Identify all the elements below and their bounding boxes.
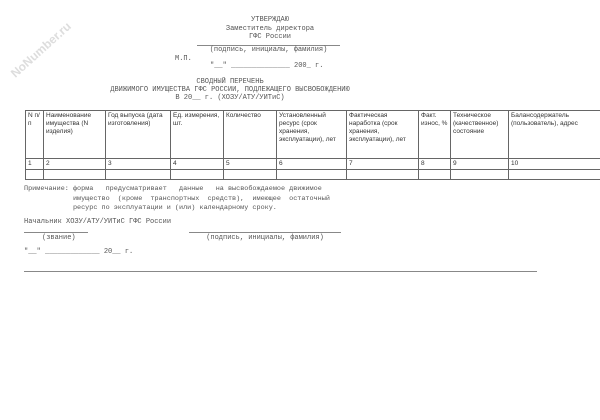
column-header: Год выпуска (дата изготовления) (106, 111, 171, 159)
table-cell (451, 170, 509, 180)
column-header: Факт. износ, % (419, 111, 451, 159)
column-header: N п/п (26, 111, 44, 159)
column-header: Наименование имущества (N изделия) (44, 111, 106, 159)
approval-org: ГФС России (248, 33, 291, 41)
table-row (26, 170, 600, 180)
column-number: 6 (277, 159, 347, 170)
approval-date: "__" ______________ 200_ г. (210, 62, 324, 70)
column-number: 7 (347, 159, 419, 170)
column-number: 9 (451, 159, 509, 170)
column-header: Фактическая наработка (срок хранения, эксплуатации), лет (347, 111, 419, 159)
heading-line1: СВОДНЫЙ ПЕРЕЧЕНЬ (196, 78, 264, 86)
heading-line3: В 20__ г. (ХОЗУ/АТУ/УИТиС) (175, 94, 285, 102)
property-table (25, 110, 600, 180)
approval-position: Заместитель директора (225, 25, 315, 33)
table-cell (44, 170, 106, 180)
table-cell (509, 170, 600, 180)
column-header: Ед. измерения, шт. (171, 111, 224, 159)
table-cell (224, 170, 277, 180)
column-number: 5 (224, 159, 277, 170)
column-number: 1 (26, 159, 44, 170)
number-row (26, 159, 600, 170)
column-header: Установленный ресурс (срок хранения, эксплуатации), лет (277, 111, 347, 159)
rank-caption: (звание) (42, 234, 76, 242)
note-text: форма предусматривает данные на высвобождаемое движимое имущество (кроме транспортных средств), имеющее остаточный ресурс по эксплуатации и (или) календарному сроку. (72, 185, 330, 212)
table-cell (277, 170, 347, 180)
bottom-rule (24, 271, 537, 272)
signature-caption: (подпись, инициалы, фамилия) (209, 46, 328, 54)
column-header: Техническое (качественное) состояние (451, 111, 509, 159)
column-number: 8 (419, 159, 451, 170)
table-cell (347, 170, 419, 180)
table-cell (171, 170, 224, 180)
watermark: NoNumber.ru (8, 19, 74, 81)
signoff-head: Начальник ХОЗУ/АТУ/УИТиС ГФС России (24, 218, 172, 226)
column-number: 2 (44, 159, 106, 170)
signoff-signature-caption: (подпись, инициалы, фамилия) (206, 234, 324, 242)
table-cell (419, 170, 451, 180)
column-number: 4 (171, 159, 224, 170)
table-cell (106, 170, 171, 180)
column-number: 10 (509, 159, 600, 170)
table-cell (26, 170, 44, 180)
column-header: Балансодержатель (пользователь), адрес (509, 111, 600, 159)
signoff-signature-line (189, 232, 341, 233)
note (24, 185, 330, 214)
signoff-date: "__" _____________ 20__ г. (24, 248, 134, 256)
header-row (26, 111, 600, 159)
note-label: Примечание: (24, 185, 69, 193)
column-number: 3 (106, 159, 171, 170)
stamp-label: М.П. (175, 55, 192, 63)
approval-title: УТВЕРЖДАЮ (251, 16, 289, 24)
column-header: Количество (224, 111, 277, 159)
rank-line (24, 232, 88, 233)
heading-line2: ДВИЖИМОГО ИМУЩЕСТВА ГФС РОССИИ, ПОДЛЕЖАЩЕГО ВЫСВОБОЖДЕНИЮ (110, 86, 350, 94)
